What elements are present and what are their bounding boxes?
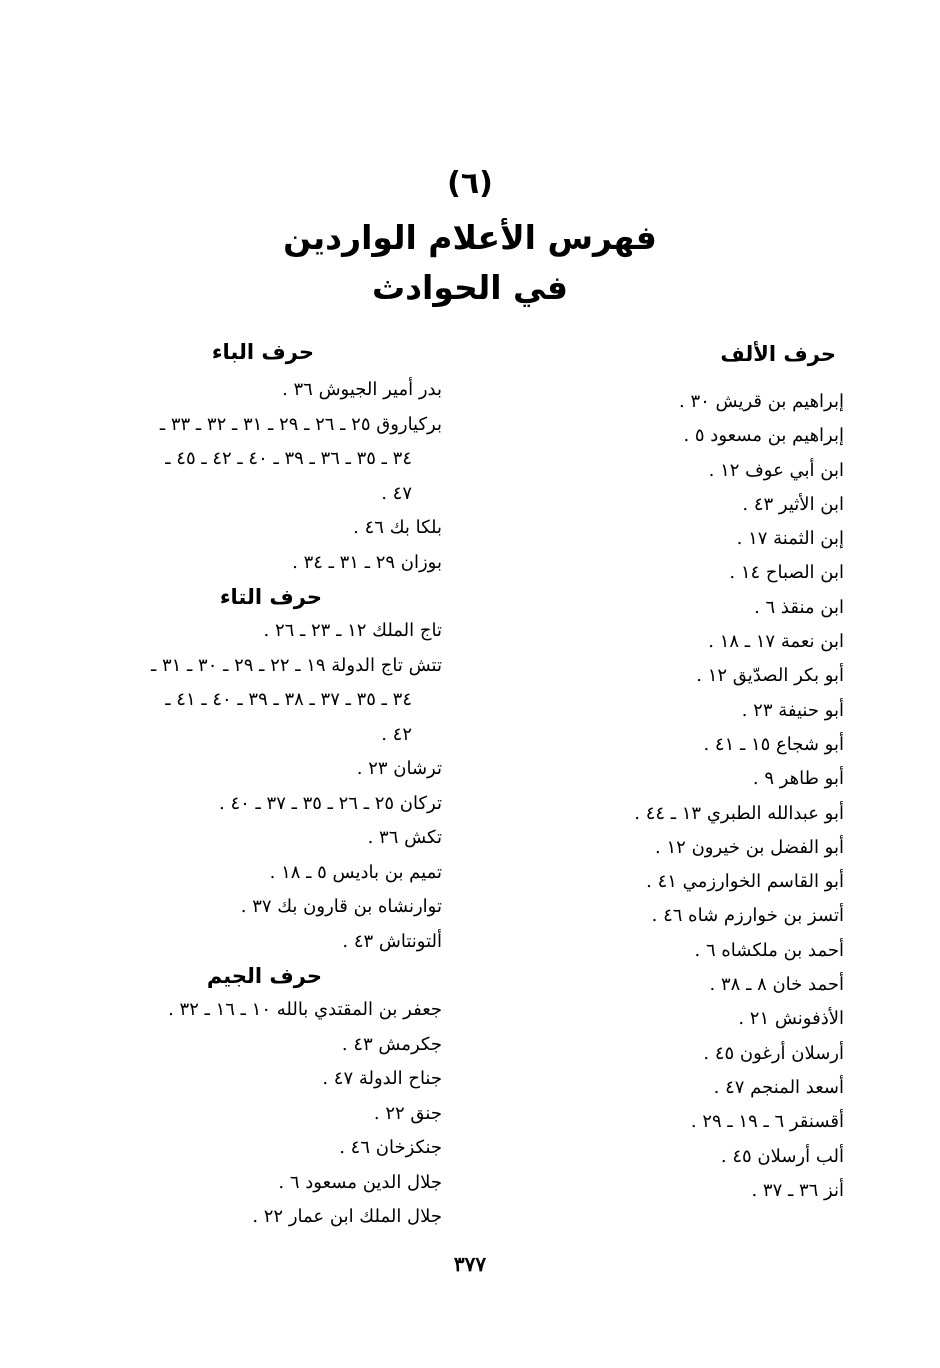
index-entry-continuation: ٣٤ ـ ٣٥ ـ ٣٧ ـ ٣٨ ـ ٣٩ ـ ٤٠ ـ ٤١ ـ bbox=[165, 689, 412, 710]
index-entry: أبو عبدالله الطبري ١٣ ـ ٤٤ . bbox=[634, 802, 844, 824]
index-entry: ترشان ٢٣ . bbox=[356, 758, 442, 779]
page-subtitle: في الحوادث bbox=[371, 268, 569, 307]
index-entry: الأذفونش ٢١ . bbox=[738, 1008, 844, 1030]
section-heading-ta: حرف التاء bbox=[219, 585, 322, 609]
index-entry: ابن أبي عوف ١٢ . bbox=[708, 459, 844, 481]
index-entry: أنز ٣٦ ـ ٣٧ . bbox=[751, 1179, 844, 1201]
index-entry: أرسلان أرغون ٤٥ . bbox=[703, 1042, 844, 1064]
index-entry: أبو بكر الصدّيق ١٢ . bbox=[696, 665, 844, 687]
index-entry: ابن منقذ ٦ . bbox=[754, 596, 844, 618]
index-entry: تميم بن باديس ٥ ـ ١٨ . bbox=[269, 861, 442, 883]
index-entry: تركان ٢٥ ـ ٢٦ ـ ٣٥ ـ ٣٧ ـ ٤٠ . bbox=[219, 792, 442, 814]
index-entry: جعفر بن المقتدي بالله ١٠ ـ ١٦ ـ ٣٢ . bbox=[168, 999, 442, 1020]
section-heading-jim: حرف الجيم bbox=[206, 964, 322, 988]
index-entry-continuation: ٤٢ . bbox=[381, 723, 412, 745]
index-entry: توارنشاه بن قارون بك ٣٧ . bbox=[240, 896, 442, 917]
index-entry: بلكا بك ٤٦ . bbox=[353, 517, 442, 538]
index-entry: أبو الفضل بن خيرون ١٢ . bbox=[655, 836, 844, 858]
index-entry: جلال الدين مسعود ٦ . bbox=[278, 1171, 442, 1193]
index-entry: جناح الدولة ٤٧ . bbox=[322, 1068, 442, 1089]
index-entry: أحمد بن ملكشاه ٦ . bbox=[694, 939, 844, 961]
index-entry: تكش ٣٦ . bbox=[367, 827, 442, 848]
index-entry: تتش تاج الدولة ١٩ ـ ٢٢ ـ ٢٩ ـ ٣٠ ـ ٣١ ـ bbox=[150, 654, 442, 676]
index-entry: جكرمش ٤٣ . bbox=[341, 1033, 442, 1055]
index-entry: ابن الصباح ١٤ . bbox=[729, 562, 844, 584]
index-column-right bbox=[504, 335, 844, 1208]
index-entry: إبراهيم بن قريش ٣٠ . bbox=[678, 391, 844, 412]
index-entry: بدر أمير الجيوش ٣٦ . bbox=[282, 379, 442, 400]
index-entry: إبراهيم بن مسعود ٥ . bbox=[683, 425, 844, 447]
index-entry: جنق ٢٢ . bbox=[373, 1102, 442, 1124]
index-entry: أقسنقر ٦ ـ ١٩ ـ ٢٩ . bbox=[690, 1111, 844, 1133]
index-entry: تاج الملك ١٢ ـ ٢٣ ـ ٢٦ . bbox=[263, 620, 442, 641]
index-entry: جلال الملك ابن عمار ٢٢ . bbox=[252, 1206, 442, 1227]
index-entry: ابن الأثير ٤٣ . bbox=[742, 493, 844, 515]
index-entry: أبو القاسم الخوارزمي ٤١ . bbox=[646, 871, 844, 893]
chapter-number: (٦) bbox=[447, 166, 493, 201]
index-entry: بوزان ٢٩ ـ ٣١ ـ ٣٤ . bbox=[292, 551, 442, 573]
index-entry: أبو حنيفة ٢٣ . bbox=[741, 699, 844, 721]
index-entry: ألب أرسلان ٤٥ . bbox=[720, 1145, 844, 1167]
index-entry: بركياروق ٢٥ ـ ٢٦ ـ ٢٩ ـ ٣١ ـ ٣٢ ـ ٣٣ ـ bbox=[159, 413, 442, 435]
index-entry: أبو شجاع ١٥ ـ ٤١ . bbox=[703, 733, 844, 755]
page-number: ٣٧٧ bbox=[453, 1252, 487, 1276]
section-heading-ba: حرف الباء bbox=[211, 340, 314, 364]
index-entry: أتسز بن خوارزم شاه ٤٦ . bbox=[651, 905, 844, 927]
index-entry: أسعد المنجم ٤٧ . bbox=[713, 1076, 844, 1098]
index-entry: أحمد خان ٨ ـ ٣٨ . bbox=[709, 974, 844, 996]
index-entry-continuation: ٤٧ . bbox=[381, 482, 412, 504]
index-entry: ألتونتاش ٤٣ . bbox=[342, 930, 442, 952]
index-entry: ابن نعمة ١٧ ـ ١٨ . bbox=[708, 631, 844, 653]
index-column-left bbox=[62, 335, 442, 1235]
section-heading-alif: حرف الألف bbox=[720, 342, 836, 366]
page-title: فهرس الأعلام الواردين bbox=[283, 218, 657, 257]
index-entry: أبو طاهر ٩ . bbox=[752, 768, 844, 790]
index-entry: إبن الثمنة ١٧ . bbox=[736, 528, 844, 550]
index-entry: جنكزخان ٤٦ . bbox=[339, 1137, 442, 1158]
index-entry-continuation: ٣٤ ـ ٣٥ ـ ٣٦ ـ ٣٩ ـ ٤٠ ـ ٤٢ ـ ٤٥ ـ bbox=[165, 448, 412, 469]
